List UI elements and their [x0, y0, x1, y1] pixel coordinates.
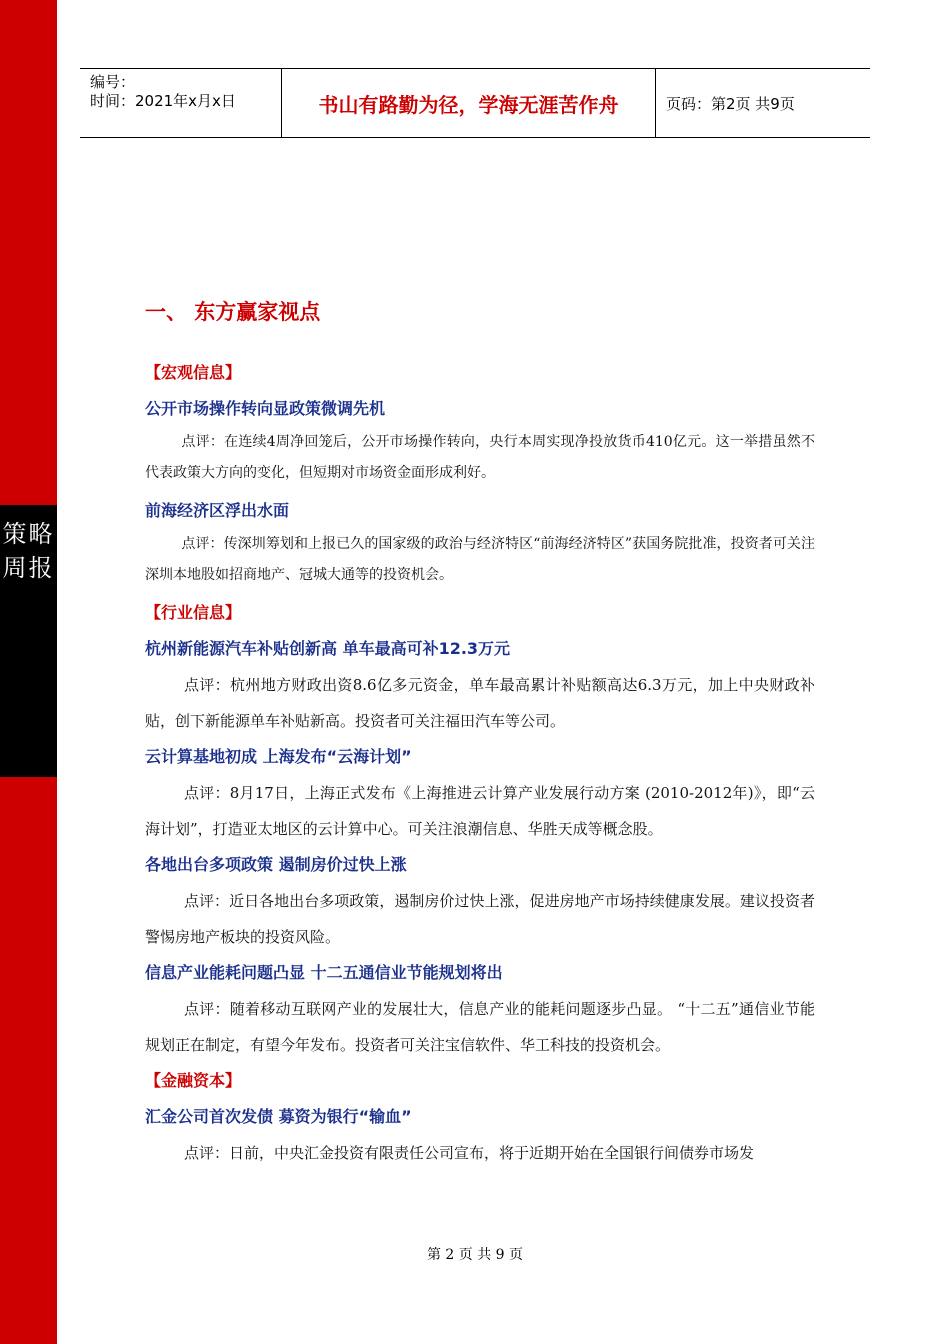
article-headline: 杭州新能源汽车补贴创新高 单车最高可补12.3万元	[145, 639, 511, 658]
article-headline: 公开市场操作转向显政策微调先机	[145, 399, 386, 418]
article-comment: 点评：在连续4周净回笼后，公开市场操作转向，央行本周实现净投放货币410亿元。这一举措虽然不代表政策大方向的变化，但短期对市场资金面形成利好。	[145, 434, 815, 481]
header-number: 编号：	[90, 73, 136, 91]
page-footer: 第 2 页 共 9 页	[426, 1247, 524, 1263]
header-meta	[80, 69, 282, 137]
side-tab-line2: 周报	[2, 554, 55, 582]
article-comment: 点评：8月17日，上海正式发布《上海推进云计算产业发展行动方案 (2010-2012年)》，即“云海计划”，打造亚太地区的云计算中心。可关注浪潮信息、华胜天成等概念股。	[145, 784, 815, 838]
header-time: 时间：2021年x月x日	[90, 92, 236, 110]
article-headline: 云计算基地初成 上海发布“云海计划”	[145, 747, 412, 766]
header-page-info: 页码：第2页 共9页	[666, 94, 795, 113]
article-headline: 汇金公司首次发债 募资为银行“输血”	[145, 1107, 412, 1126]
article-headline: 前海经济区浮出水面	[145, 501, 290, 520]
article-comment: 点评：杭州地方财政出资8.6亿多元资金，单车最高累计补贴额高达6.3万元，加上中央财政补贴，创下新能源单车补贴新高。投资者可关注福田汽车等公司。	[145, 676, 815, 730]
side-tab-strategy-weekly	[0, 505, 57, 777]
article-comment: 点评：传深圳筹划和上报已久的国家级的政治与经济特区“前海经济特区”获国务院批准，投资者可关注深圳本地股如招商地产、冠城大通等的投资机会。	[145, 536, 815, 583]
article-comment: 点评：随着移动互联网产业的发展壮大，信息产业的能耗问题逐步凸显。 “十二五”通信业节能规划正在制定，有望今年发布。投资者可关注宝信软件、华工科技的投资机会。	[145, 1000, 815, 1054]
article-comment: 点评：日前，中央汇金投资有限责任公司宣布，将于近期开始在全国银行间债券市场发	[184, 1144, 755, 1162]
section-title: 一、 东方赢家视点	[145, 300, 321, 324]
article-headline: 信息产业能耗问题凸显 十二五通信业节能规划将出	[145, 963, 503, 982]
page-header	[80, 68, 870, 138]
category-finance: 【金融资本】	[145, 1071, 242, 1090]
document-body	[145, 355, 815, 1171]
article-headline: 各地出台多项政策 遏制房价过快上涨	[145, 855, 407, 874]
header-motto: 书山有路勤为径，学海无涯苦作舟	[282, 69, 656, 137]
category-macro: 【宏观信息】	[145, 363, 242, 382]
article-comment: 点评：近日各地出台多项政策，遏制房价过快上涨，促进房地产市场持续健康发展。建议投资者警惕房地产板块的投资风险。	[145, 892, 815, 946]
category-industry: 【行业信息】	[145, 603, 242, 622]
side-tab-line1: 策略	[2, 520, 55, 548]
